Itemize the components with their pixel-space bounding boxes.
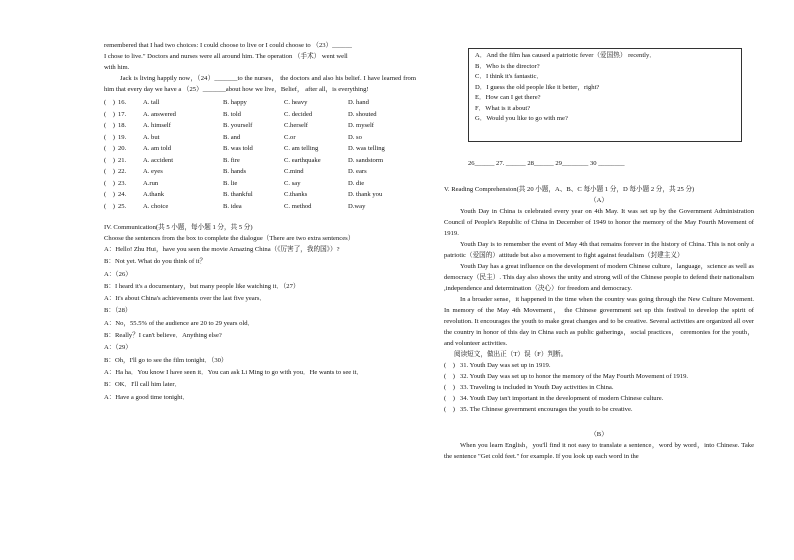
question-number: 19. — [118, 133, 127, 141]
option-d: D. was telling — [348, 145, 385, 152]
answer-paren[interactable]: ( ) — [104, 168, 115, 175]
tf-question — [444, 360, 754, 371]
tf-question — [444, 393, 754, 404]
answer-paren[interactable]: ( ) — [104, 99, 115, 106]
answer-paren[interactable]: ( ) — [444, 373, 455, 380]
option-d: D. hand — [348, 99, 369, 106]
section-title: V. Reading Comprehension(共 20 小题，A、B、C 每小题 1 分，D 每小题 2 分，共 25 分) — [444, 186, 695, 193]
answer-paren[interactable]: ( ) — [444, 384, 455, 391]
option-c: C. method — [284, 202, 312, 210]
option-d: D. thank you — [348, 191, 383, 198]
option-a: A. am told — [143, 145, 172, 152]
option-d: D. shouted — [348, 110, 377, 118]
dialogue-line: A：Have a good time tonight． — [104, 393, 189, 401]
dialogue-line: A：Ha ha．You know I have seen it．You can ask Li Ming to go with you．He wants to see it． — [104, 368, 364, 376]
answer-paren[interactable]: ( ) — [104, 122, 115, 129]
dialogue — [104, 244, 416, 404]
answer-paren[interactable]: ( ) — [104, 145, 115, 152]
dialogue-line: B：Not yet. What do you think of it？ — [104, 258, 207, 266]
tf-questions — [444, 360, 754, 415]
question-number: 18. — [118, 122, 127, 129]
option-b: B. happy — [223, 99, 247, 106]
dialogue-line: B：Really？I can't believe．Anything else? — [104, 332, 222, 340]
option-row — [104, 132, 416, 144]
dialogue-line: A：It's about China's achievements over the last five years． — [104, 295, 267, 303]
options-box — [468, 48, 742, 142]
option-row — [104, 143, 416, 155]
option-a: A. choice — [143, 202, 169, 210]
option-b: B. thankful — [223, 191, 253, 198]
option-a: A.run — [143, 179, 159, 187]
option-row — [104, 109, 416, 121]
question-number: 17. — [118, 110, 127, 118]
option-row — [104, 166, 416, 178]
option-c: C. decided — [284, 110, 313, 118]
option-b: B. hands — [223, 168, 247, 175]
dialogue-line: B：OK．I'll call him later． — [104, 381, 182, 389]
dialogue-line: B：（28） — [104, 307, 132, 315]
dialogue-line: A：No，55.5% of the audience are 20 to 29 years old． — [104, 319, 255, 327]
section-title: IV. Communication(共 5 小题，每小题 1 分，共 5 分) — [104, 224, 253, 231]
box-option: E．How can I get there? — [475, 94, 541, 101]
option-b: B. fire — [223, 156, 240, 164]
passage-label: （B） — [590, 431, 608, 438]
intro-line: I chose to live." Doctors and nurses were all around him. The operation （手术） went well — [104, 53, 348, 60]
dialogue-line: B：I heard it's a documentary，but many people like watching it．（27） — [104, 282, 300, 290]
box-option: A．And the film has caused a patriotic fever（爱国热） recently． — [475, 52, 656, 59]
question-number: 16. — [118, 99, 127, 106]
option-a: A. himself — [143, 122, 171, 129]
option-b: B. and — [223, 133, 241, 141]
option-a: A. eyes — [143, 168, 163, 175]
cloze-options — [104, 97, 416, 212]
option-b: B. yourself — [223, 122, 253, 129]
option-d: D. sandstorm — [348, 156, 384, 164]
option-c: C.or — [284, 133, 296, 141]
passage-paragraph: When you learn English，you'll find it not easy to translate a sentence，word by word，into Chinese. Take the sentence "Get cold feet." for example. If you look up each word in the — [444, 442, 754, 460]
option-c: C.thanks — [284, 191, 308, 198]
answer-paren[interactable]: ( ) — [104, 179, 115, 187]
passage-paragraph: Youth Day in China is celebrated every year on 4th May. It was set up by the Government Administration Council of People's Republic of China in December of 1949 to honor the memory of the May Fourth Movement of 1919. — [444, 208, 754, 237]
answer-blanks[interactable]: 26______ 27. ______ 28______ 29________ 30 ________ — [468, 160, 625, 167]
question-text: 34. Youth Day isn't important in the development of modern Chinese culture. — [460, 395, 664, 402]
box-option: G．Would you like to go with me? — [475, 115, 568, 122]
passage-label: （A） — [590, 197, 608, 204]
left-column — [104, 40, 416, 404]
answer-paren[interactable]: ( ) — [104, 133, 115, 141]
box-option: C．I think it's fantastic． — [475, 73, 544, 80]
tf-question — [444, 404, 754, 415]
option-a: A. accident — [143, 156, 174, 164]
right-column — [444, 184, 754, 462]
dialogue-line: A：Hello! Zhu Hui，have you seen the movie Amazing China（《厉害了，我的国》）? — [104, 246, 340, 253]
question-text: 31. Youth Day was set up in 1919. — [460, 362, 551, 369]
answer-paren[interactable]: ( ) — [444, 362, 455, 369]
option-c: C.mind — [284, 168, 304, 175]
option-c: C. heavy — [284, 99, 308, 106]
question-text: 32. Youth Day was set up to honor the memory of the May Fourth Movement of 1919. — [460, 373, 689, 380]
passage-paragraph: Youth Day is to remember the event of May 4th that remains forever in the history of China. This is not only a patriotic（爱国的）attitude but also a movement to fight against feudalism（封建主义） — [444, 241, 754, 259]
option-b: B. lie — [223, 179, 238, 187]
option-d: D. myself — [348, 122, 375, 129]
tf-instruction: 阅读短文，做出正（T）误（F）判断。 — [454, 351, 568, 358]
option-b: B. told — [223, 110, 241, 118]
box-option: F．What is it about? — [475, 104, 531, 112]
option-row — [104, 120, 416, 132]
option-d: D. so — [348, 133, 362, 141]
answer-paren[interactable]: ( ) — [104, 156, 115, 164]
tf-question — [444, 382, 754, 393]
option-a: A. but — [143, 133, 160, 141]
passage-paragraph: In a broader sense，it happened in the time when the country was going through the New Culture Movement. In memory of the May 4th Movement， the Chinese government set up this festival to develop the spirit of revolution. It encourages the youth to make great changes and to be creative. Several activities are organized all over the country in honor of this day in China such as public gatherings，social practices， ceremonies for the youth， and volunteer activities. — [444, 296, 754, 347]
box-option: B．Who is the director? — [475, 62, 540, 70]
option-c: C. earthquake — [284, 156, 321, 164]
question-number: 20. — [118, 145, 127, 152]
dialogue-line: A：（29） — [104, 344, 132, 352]
question-number: 24. — [118, 191, 127, 198]
option-b: B. idea — [223, 202, 242, 210]
answer-paren[interactable]: ( ) — [444, 395, 455, 402]
option-c: C. say — [284, 179, 301, 187]
passage-paragraph: Youth Day has a great influence on the development of modern Chinese culture，language，science as well as democracy（民主）. This day also shows the unity and strong will of the Chinese people to defend their nationalism ,independence and determination（决心）for freedom and democracy. — [444, 263, 754, 292]
dialogue-line: A：（26） — [104, 270, 132, 278]
answer-paren[interactable]: ( ) — [104, 110, 115, 118]
answer-paren[interactable]: ( ) — [444, 406, 455, 413]
question-number: 22. — [118, 168, 127, 175]
question-number: 21. — [118, 156, 127, 164]
intro-line: with him. — [104, 64, 130, 71]
tf-question — [444, 371, 754, 382]
option-row — [104, 189, 416, 201]
option-b: B. was told — [223, 145, 253, 152]
answer-paren[interactable]: ( ) — [104, 202, 115, 210]
question-text: 33. Traveling is included in Youth Day activities in China. — [460, 384, 614, 391]
section-instruction: Choose the sentences from the box to complete the dialogue（There are two extra sentences） — [104, 235, 355, 242]
option-d: D. die — [348, 179, 365, 187]
question-text: 35. The Chinese government encourages the youth to be creative. — [460, 406, 633, 413]
dialogue-line: B：Oh，I'll go to see the film tonight．（30） — [104, 356, 228, 364]
option-row — [104, 97, 416, 109]
option-a: A. tall — [143, 99, 160, 106]
option-c: C.herself — [284, 122, 308, 129]
box-option: D．I guess the old people like it better，right? — [475, 83, 600, 91]
option-d: D.way — [348, 202, 366, 210]
cloze-paragraph: Jack is living happily now，（24）_______to the nurses， the doctors and also his belief. I have learned from him that every day we have a （25）_______about how we live，Belief， after all，is everything! — [104, 75, 416, 93]
option-c: C. am telling — [284, 145, 319, 152]
option-row — [104, 178, 416, 190]
option-row — [104, 201, 416, 213]
option-row — [104, 155, 416, 167]
option-d: D. ears — [348, 168, 367, 175]
option-a: A.thank — [143, 191, 165, 198]
question-number: 23. — [118, 179, 127, 187]
intro-line: remembered that I had two choices: I could choose to live or I could choose to （23）______ — [104, 42, 352, 49]
option-a: A. answered — [143, 110, 176, 118]
question-number: 25. — [118, 202, 127, 210]
answer-paren[interactable]: ( ) — [104, 191, 115, 198]
